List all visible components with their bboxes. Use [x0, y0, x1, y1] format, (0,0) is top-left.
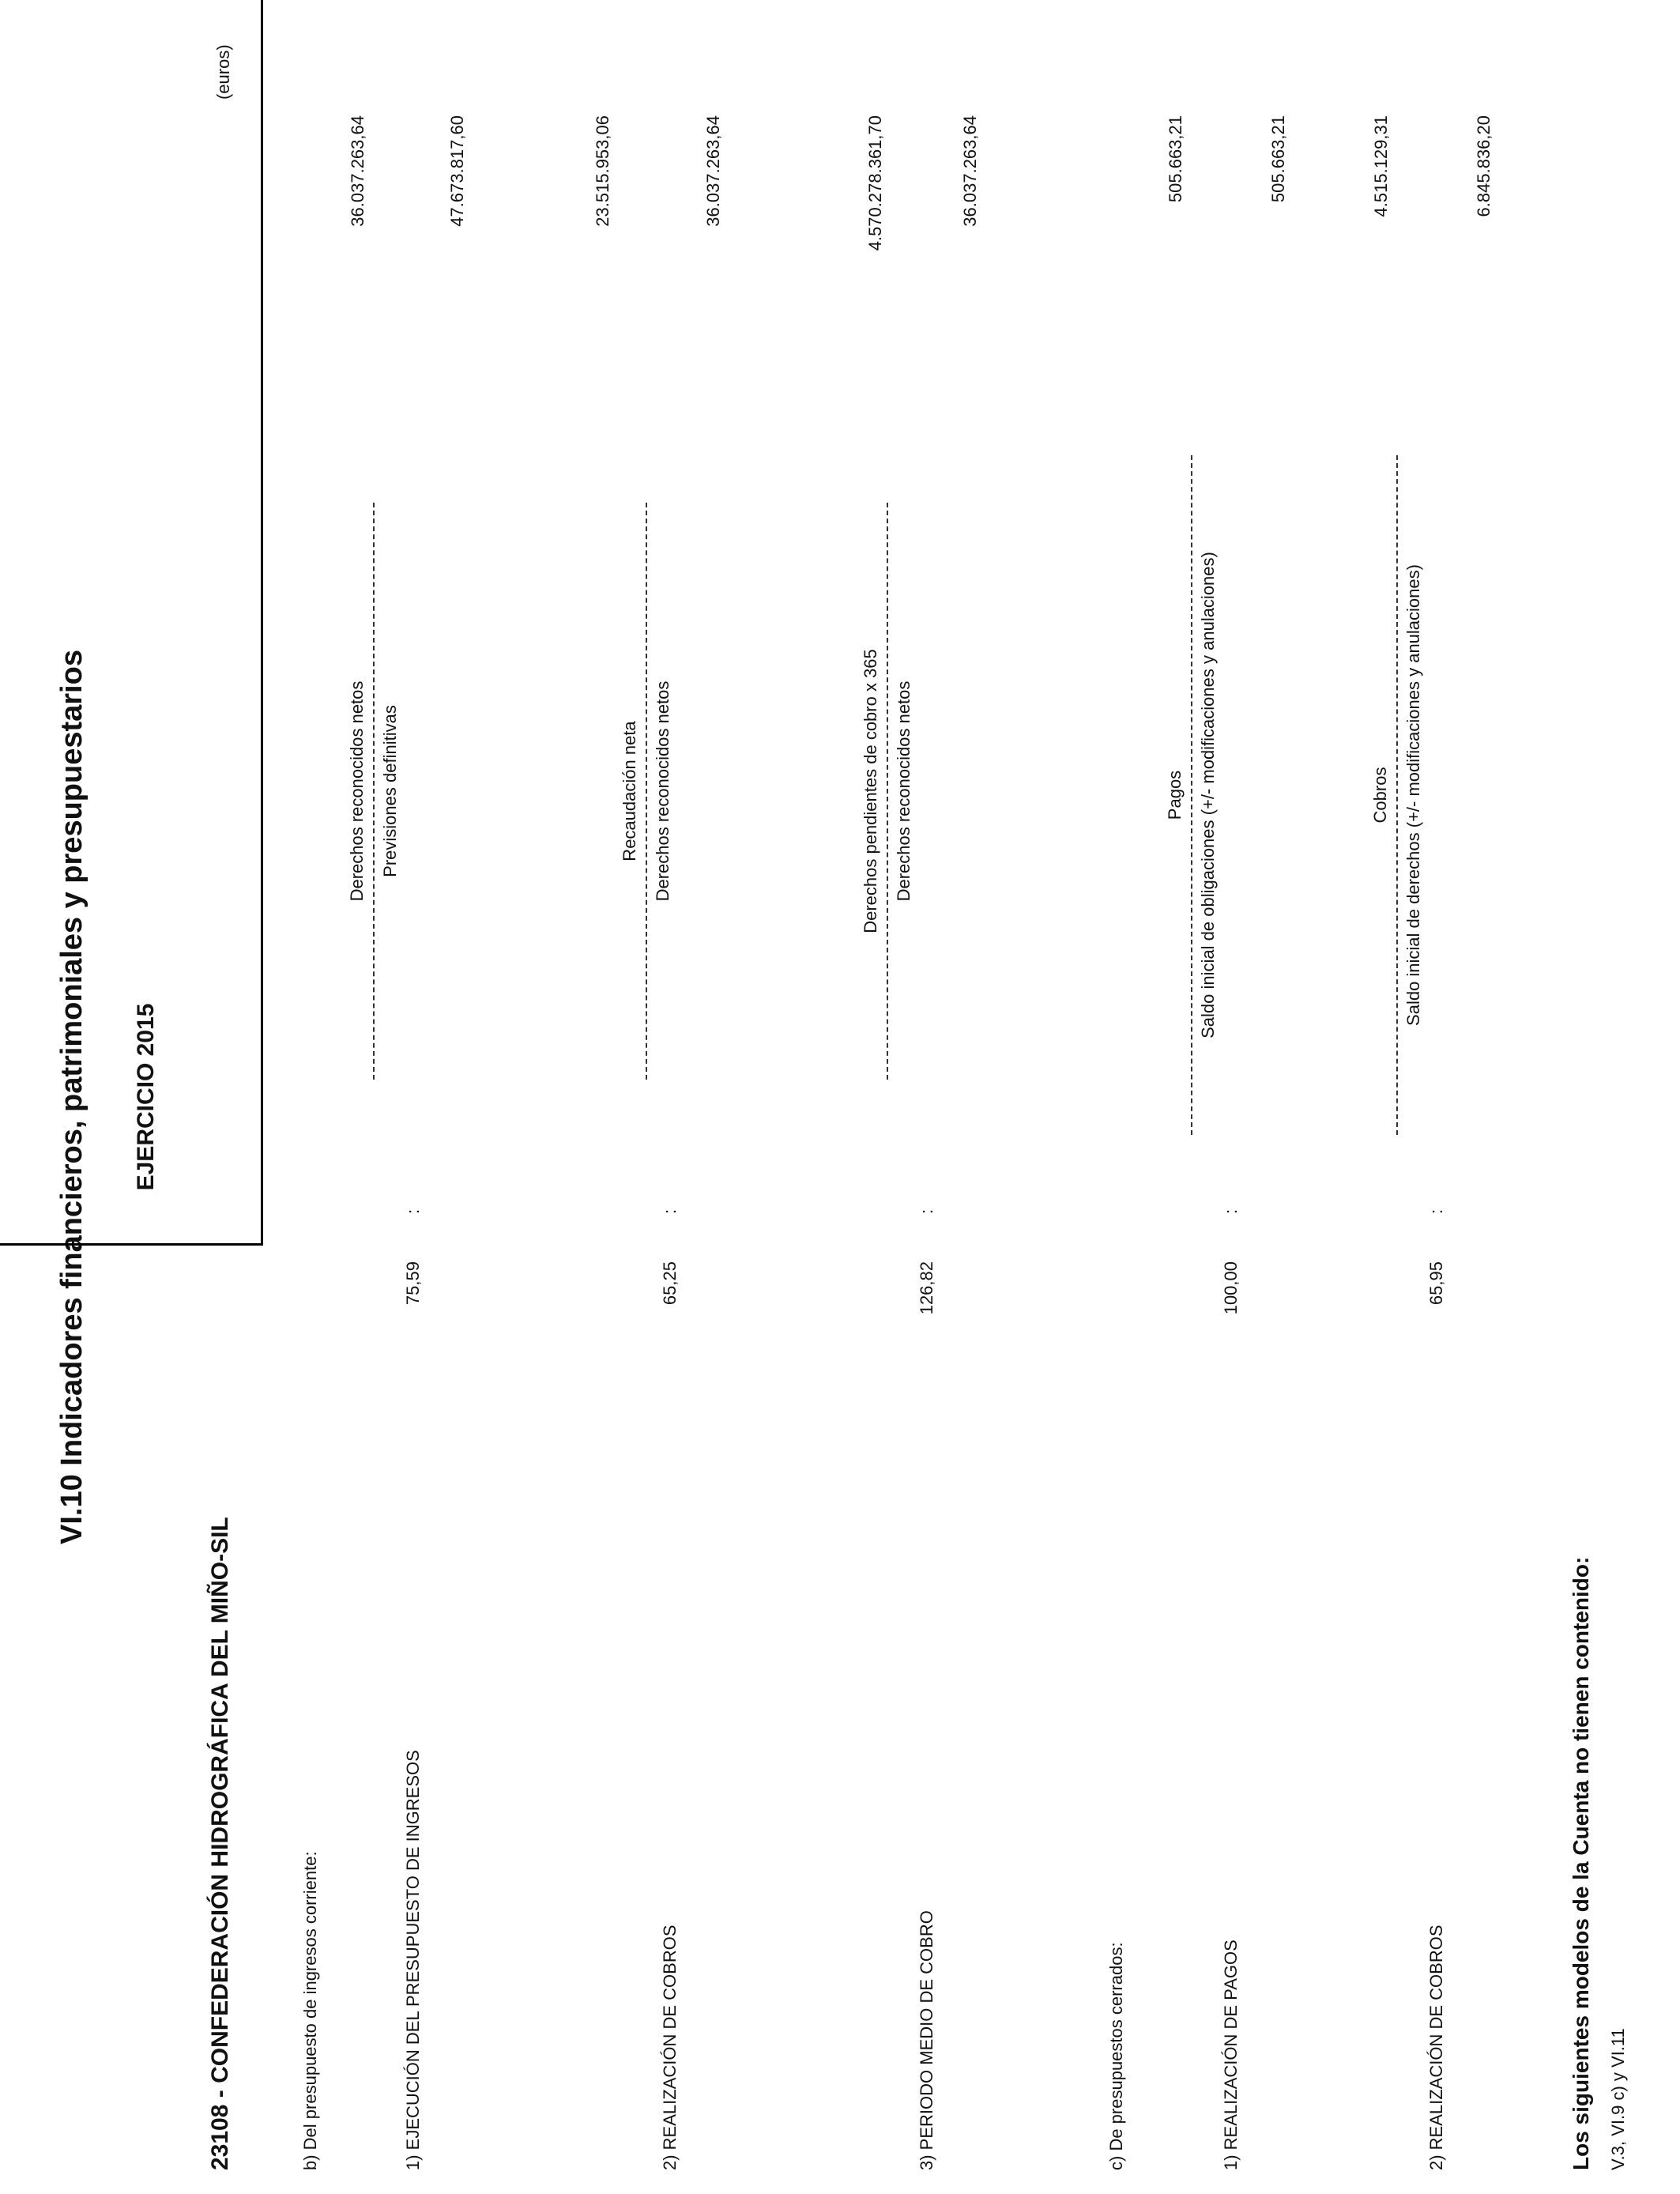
exercise-year: EJERCICIO 2015 [133, 1003, 159, 1191]
denominator-amount: 36.037.263,64 [960, 115, 980, 227]
ratio-fraction [1371, 455, 1423, 1135]
denominator-label: Saldo inicial de derechos (+/- modificaciones y anulaciones) [1403, 564, 1423, 1026]
colon: : [917, 1208, 936, 1214]
currency-unit: (euros) [213, 44, 233, 100]
numerator-amount: 4.570.278.361,70 [865, 115, 885, 251]
footer-note-title: Los siguientes modelos de la Cuenta no tienen contenido: [1569, 1556, 1593, 2170]
numerator-amount: 505.663,21 [1166, 115, 1185, 203]
header-rule-vertical [0, 1243, 261, 1246]
indicator-value: 65,25 [660, 1261, 680, 1306]
page-title: VI.10 Indicadores financieros, patrimoniales y presupuestarios [55, 650, 89, 1544]
ratio-fraction [861, 503, 913, 1080]
ratio-fraction [348, 503, 400, 1080]
indicator-label: 2) REALIZACIÓN DE COBROS [660, 1924, 680, 2170]
indicator-value: 100,00 [1221, 1261, 1241, 1315]
indicator-label: 1) EJECUCIÓN DEL PRESUPUESTO DE INGRESOS [403, 1750, 423, 2170]
ratio-fraction [620, 503, 672, 1080]
colon: : [1426, 1208, 1446, 1214]
section-heading-cerrados: c) De presupuestos cerrados: [1106, 1942, 1126, 2170]
numerator-amount: 36.037.263,64 [348, 115, 367, 227]
indicator-value: 126,82 [917, 1261, 936, 1315]
numerator-label: Derechos pendientes de cobro x 365 [861, 649, 880, 933]
fraction-line [1396, 455, 1398, 1135]
header-rule [261, 0, 263, 1246]
indicator-value: 75,59 [403, 1261, 423, 1306]
numerator-label: Cobros [1370, 767, 1390, 824]
ratio-fraction [1166, 455, 1218, 1135]
denominator-label: Derechos reconocidos netos [653, 680, 672, 902]
colon: : [660, 1208, 680, 1214]
fraction-line [1191, 455, 1192, 1135]
denominator-amount: 6.845.836,20 [1474, 115, 1494, 217]
denominator-amount: 36.037.263,64 [703, 115, 723, 227]
indicator-label: 2) REALIZACIÓN DE COBROS [1426, 1924, 1446, 2170]
colon: : [403, 1208, 423, 1214]
numerator-label: Recaudación neta [620, 721, 639, 861]
denominator-label: Derechos reconocidos netos [894, 680, 913, 902]
denominator-label: Previsiones definitivas [380, 705, 400, 877]
numerator-amount: 4.515.129,31 [1371, 115, 1391, 217]
denominator-amount: 47.673.817,60 [447, 115, 467, 227]
numerator-amount: 23.515.953,06 [593, 115, 612, 227]
footer-note-text: V.3, VI.9 c) y VI.11 [1608, 2028, 1628, 2170]
indicator-value: 65,95 [1426, 1261, 1446, 1306]
denominator-amount: 505.663,21 [1268, 115, 1288, 203]
indicator-label: 1) REALIZACIÓN DE PAGOS [1221, 1940, 1241, 2170]
fraction-line [646, 503, 647, 1080]
entity-name: 23108 - CONFEDERACIÓN HIDROGRÁFICA DEL MIÑO-SIL [207, 1517, 233, 2170]
fraction-line [887, 503, 888, 1080]
numerator-label: Pagos [1165, 770, 1185, 820]
colon: : [1221, 1208, 1241, 1214]
numerator-label: Derechos reconocidos netos [347, 680, 367, 902]
section-heading-corriente: b) Del presupuesto de ingresos corriente: [300, 1851, 320, 2170]
denominator-label: Saldo inicial de obligaciones (+/- modificaciones y anulaciones) [1198, 552, 1218, 1039]
indicator-label: 3) PERIODO MEDIO DE COBRO [917, 1910, 936, 2170]
fraction-line [373, 503, 375, 1080]
